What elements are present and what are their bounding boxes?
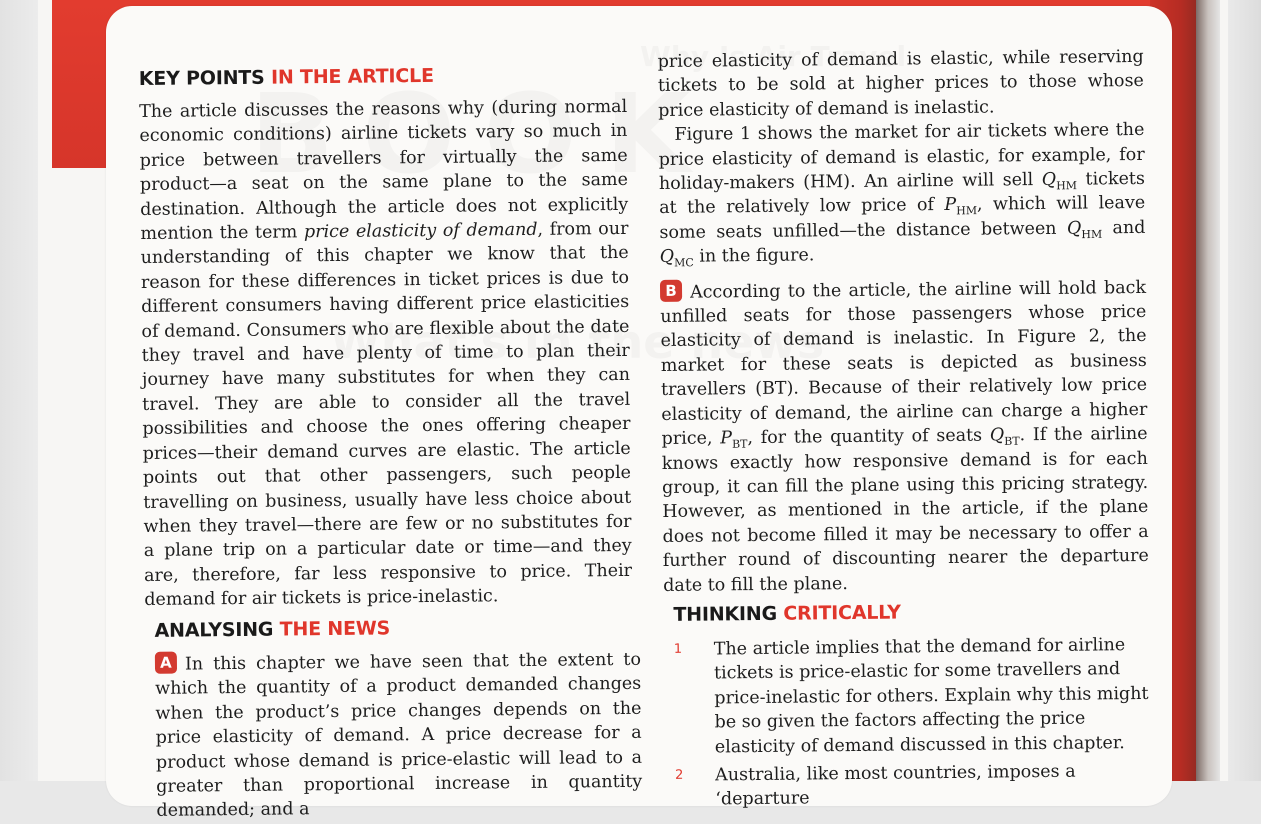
- heading-key-points: [139, 65, 434, 90]
- heading-thinking-critically: [673, 601, 900, 625]
- fig1-text-d: and: [1102, 217, 1146, 239]
- kp-text-1: The article discusses the reasons why (during normal economic conditions) airline tickets vary so much in price between travellers for virtually the same product—a seat on the same plane to the same destination. Although the article does not explicitly mention the term: [139, 96, 629, 245]
- heading-key-points-black: KEY POINTS: [138, 66, 272, 90]
- q-hm-sub-2: HM: [1081, 227, 1103, 241]
- question-2-text: Australia, like most countries, imposes a ‘departure: [715, 761, 1076, 810]
- badge-b: B: [660, 279, 682, 301]
- question-2-number: 2: [675, 767, 684, 783]
- questions-list: [674, 633, 1162, 813]
- badge-a: A: [155, 652, 177, 674]
- p-bt-sub: BT: [731, 437, 748, 451]
- right-body-top: [658, 45, 1150, 598]
- fig1-text-b: tickets at the relatively low price of: [659, 168, 1146, 219]
- paragraph-b: [660, 275, 1149, 598]
- heading-thinking-black: THINKING: [673, 602, 784, 626]
- q-mc-sub: MC: [674, 256, 694, 270]
- question-2: [675, 759, 1161, 813]
- question-1: [674, 633, 1161, 760]
- heading-thinking-red: CRITICALLY: [783, 601, 901, 625]
- p-bt-symbol: P: [720, 428, 733, 449]
- key-points-paragraph: [139, 95, 632, 613]
- q-mc-symbol: Q: [659, 247, 675, 268]
- heading-key-points-red: IN THE ARTICLE: [270, 64, 434, 89]
- fig2-text-b: , for the quantity of seats: [747, 425, 990, 449]
- q-bt-sub: BT: [1004, 434, 1020, 448]
- p-hm-sub: HM: [956, 204, 978, 218]
- fig1-text-a: Figure 1 shows the market for air tickets where the price elasticity of demand is elastic, for example, for holiday-makers (HM). An airline will sell: [658, 120, 1145, 195]
- figure-1-paragraph: [658, 118, 1146, 270]
- heading-analysing-news: [154, 617, 390, 641]
- q-bt-symbol: Q: [989, 425, 1005, 446]
- analysing-body: [155, 647, 643, 824]
- fig2-text-c: . If the airline knows exactly how responsive demand is for each group, it can fill the plane using this pricing strategy. However, as mentioned in the article, if the plane does not become filled it may be necessary to offer a further round of discounting nearer the departure date to fill the plane.: [661, 423, 1149, 596]
- heading-analysing-black: ANALYSING: [154, 618, 280, 642]
- fig2-text-a: According to the article, the airline will hold back unfilled seats for those passengers whose price elasticity of demand is inelastic. In Figure 2, the market for these seats is depicted as business travellers (BT). Because of their relatively low price elasticity of demand, the airline can charge a higher price,: [660, 277, 1148, 450]
- kp-text-2: , from our understanding of this chapter we know that the reason for these differences in ticket prices is due to different consumers having different price elasticities of demand. Consumers who are flexible about the date they travel and have plenty of time to plan their journey have many substitutes for when they can travel. They are able to consider all the travel possibilities and choose the ones offering cheaper prices—their demand curves are elastic. The article points out that other passengers, such people travelling on business, usually have less choice about when they travel—there are few or no substitutes for a plane trip on a particular date or time—and they are, therefore, far less responsive to price. Their demand for air tickets is price-inelastic.: [140, 218, 633, 611]
- question-1-number: 1: [673, 641, 683, 657]
- book-spine: [1196, 0, 1220, 781]
- p-hm-symbol: P: [944, 195, 957, 216]
- q-hm-symbol-2: Q: [1066, 218, 1082, 239]
- fig1-text-e: in the figure.: [693, 245, 815, 267]
- q-hm-sub: HM: [1056, 179, 1078, 193]
- q-hm-symbol: Q: [1041, 169, 1057, 191]
- paragraph-a-text: In this chapter we have seen that the extent to which the quantity of a product demanded changes when the product’s price changes depends on the price elasticity of demand. A price decrease for a product whose demand is price-elastic will lead to a greater than proportional increase in quantity demanded; and a: [155, 649, 643, 822]
- kp-term-price-elasticity: price elasticity of demand: [303, 219, 538, 243]
- fig1-text-c: , which will leave some seats unfilled—the distance between: [659, 193, 1146, 243]
- paragraph-a: [155, 647, 643, 824]
- key-points-body: [139, 95, 632, 613]
- heading-analysing-red: THE NEWS: [279, 617, 391, 641]
- continued-paragraph: price elasticity of demand is elastic, while reserving tickets to be sold at higher prices to those whose price elasticity of demand is inelastic.: [657, 46, 1144, 121]
- question-1-text: The article implies that the demand for airline tickets is price-elastic for some travellers and price-inelastic for others. Explain why this might be so given the factors affecting the price elasticity of demand discussed in this chapter.: [713, 635, 1149, 758]
